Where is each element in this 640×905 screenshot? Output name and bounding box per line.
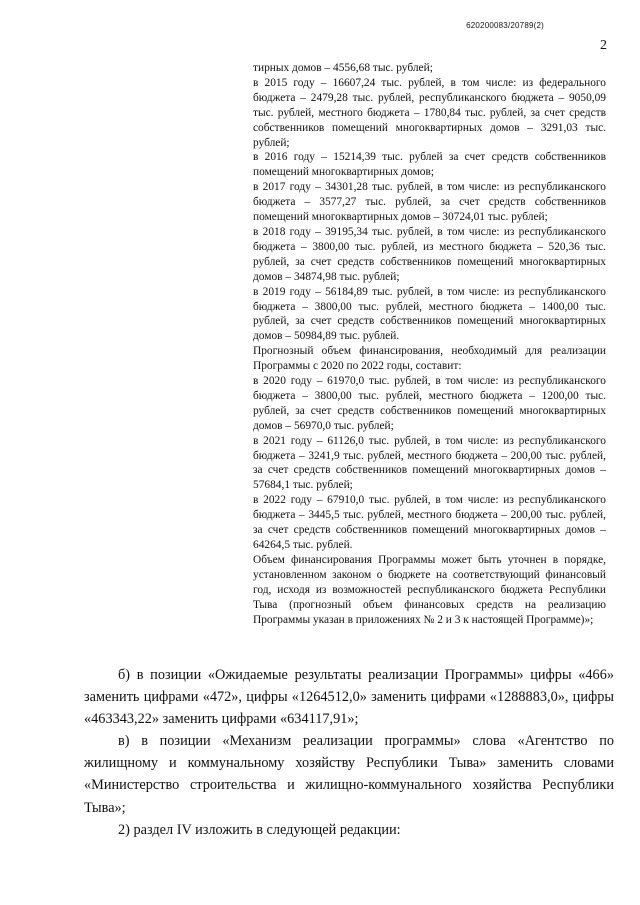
financing-line-2020: в 2020 году – 61970,0 тыс. рублей, в том числе: из республиканского бюджета – 3800,00 тыс. рублей, местного бюджета – 1200,00 тыс. рублей, за счет средств собственников помещений многоквартирных домов – 56970,0 тыс. рублей; bbox=[253, 375, 606, 432]
financing-line-2017: в 2017 году – 34301,28 тыс. рублей, в том числе: из республиканского бюджета – 3577,27 тыс. рублей, за счет средств собственников помещений многоквартирных домов – 30724,01 тыс. рублей; bbox=[253, 181, 606, 224]
financing-column bbox=[253, 61, 606, 627]
financing-line-2015: в 2015 году – 16607,24 тыс. рублей, в том числе: из федерального бюджета – 2479,28 тыс. рублей, республиканского бюджета – 9050,09 тыс. рублей, местного бюджета – 1780,84 тыс. рублей, за счет средств собственников помещений многоквартирных домов – 3291,03 тыс. рублей; bbox=[253, 76, 606, 149]
financing-line-2022: в 2022 году – 67910,0 тыс. рублей, в том числе: из республиканского бюджета – 3445,5 тыс. рублей, местного бюджета – 200,00 тыс. рублей, за счет средств собственников помещений многоквартирных домов – 64264,5 тыс. рублей. bbox=[253, 494, 606, 551]
amendment-item-2: 2) раздел IV изложить в следующей редакции: bbox=[118, 821, 401, 838]
financing-line-2018: в 2018 году – 39195,34 тыс. рублей, в том числе: из республиканского бюджета – 3800,00 тыс. рублей, из местного бюджета – 520,36 тыс. рублей, за счет средств собственников помещений многоквартирных домов – 34874,98 тыс. рублей; bbox=[253, 225, 606, 283]
forecast-intro: Прогнозный объем финансирования, необходимый для реализации Программы с 2020 по 2022 годы, составит: bbox=[253, 345, 606, 373]
financing-note: Объем финансирования Программы может быть уточнен в порядке, установленном законом о бюджете на соответствующий финансовый год, исходя из возможностей республиканского бюджета Республики Тыва (прогнозный объем финансовых средств на реализацию Программы указан в приложениях № 2 и 3 к настоящей Программе)»; bbox=[253, 553, 606, 626]
amendments-body bbox=[84, 664, 614, 841]
financing-line-2019: в 2019 году – 56184,89 тыс. рублей, в том числе: из республиканского бюджета – 3800,00 тыс. рублей, местного бюджета – 1400,00 тыс. рублей, за счет средств собственников помещений многоквартирных домов – 50984,89 тыс. рублей. bbox=[253, 285, 606, 343]
financing-line-2021: в 2021 году – 61126,0 тыс. рублей, в том числе: из республиканского бюджета – 3241,9 тыс. рублей, местного бюджета – 200,00 тыс. рублей, за счет средств собственников помещений многоквартирных домов – 57684,1 тыс. рублей; bbox=[253, 434, 606, 492]
amendment-item-v: в) в позиции «Механизм реализации программы» слова «Агентство по жилищному и коммунальному хозяйству Республики Тыва» заменить словами «Министерство строительства и жилищно-коммунального хозяйства Республики Тыва»; bbox=[84, 733, 614, 816]
document-id: 620200083/20789(2) bbox=[466, 21, 544, 30]
financing-line: тирных домов – 4556,68 тыс. рублей; bbox=[253, 62, 433, 74]
financing-line-2016: в 2016 году – 15214,39 тыс. рублей за счет средств собственников помещений многоквартирных домов; bbox=[253, 151, 606, 179]
page-number: 2 bbox=[600, 38, 607, 53]
amendment-item-b: б) в позиции «Ожидаемые результаты реализации Программы» цифры «466» заменить цифрами «472», цифры «1264512,0» заменить цифрами «1288883,0», цифры «463343,22» заменить цифрами «634117,91»; bbox=[84, 667, 614, 728]
